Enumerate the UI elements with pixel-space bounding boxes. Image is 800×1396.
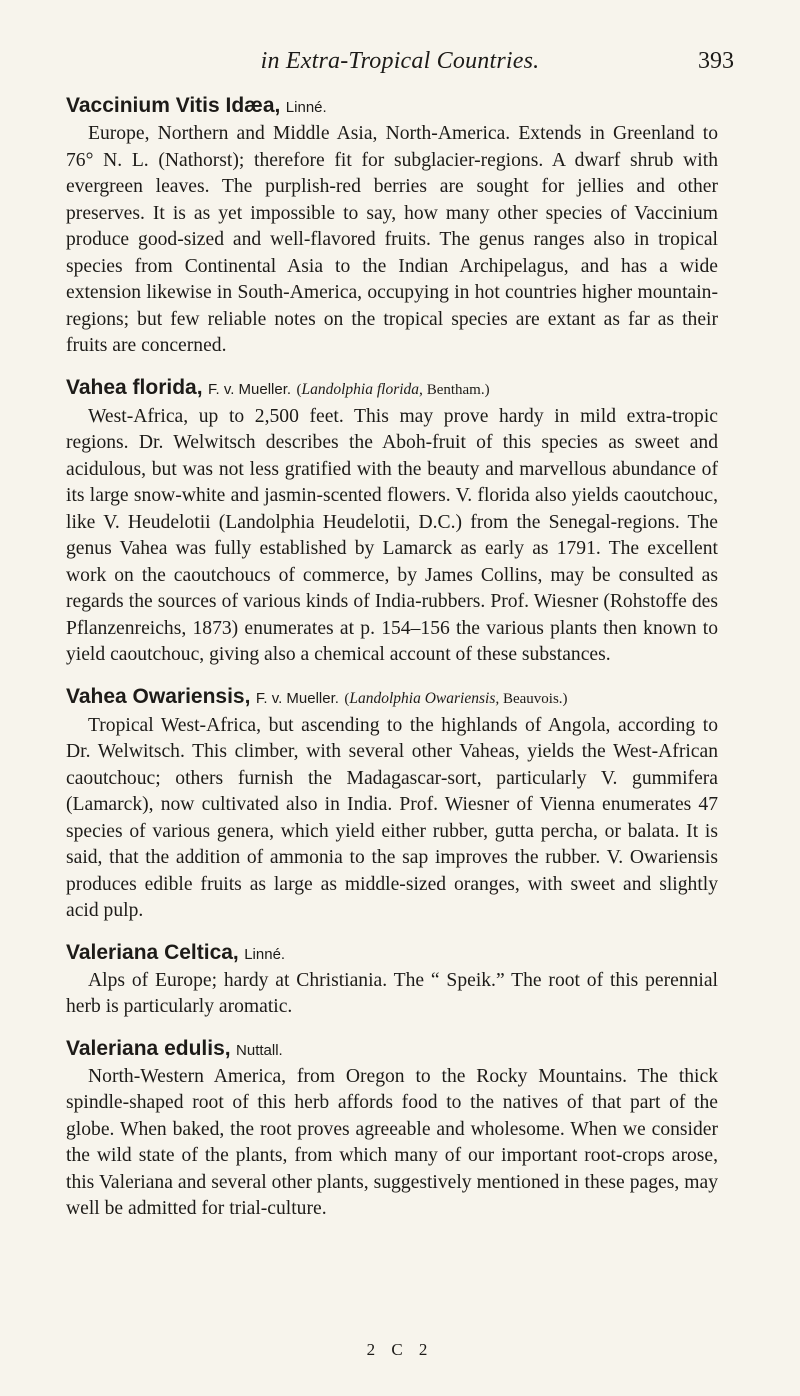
entry-description: North-Western America, from Oregon to the Rocky Mountains. The thick spindle-shaped root of this herb affords food to the natives of that part of the globe. When baked, the root proves agreeable and wholesome. When we consider the wild state of the plants, from which many of our important root-crops arose, this Valeriana and several other plants, suggestively mentioned in these pages, may well be admitted for trial-culture. [66, 1065, 718, 1219]
species-synonym [344, 691, 567, 707]
species-name: Vaccinium Vitis Idæa, [66, 94, 281, 117]
entry-vahea-florida [66, 374, 718, 669]
synonym-authority: Bentham.) [422, 381, 490, 398]
entry-valeriana-edulis [66, 1035, 718, 1223]
species-authority: F. v. Mueller. [255, 689, 339, 707]
running-title: in Extra-Tropical Countries. [260, 48, 540, 74]
species-authority: F. v. Mueller. [207, 380, 292, 398]
running-head [0, 48, 800, 82]
entry-heading [66, 374, 718, 404]
synonym-name: Landolphia Owariensis, [349, 689, 500, 707]
page-number: 393 [698, 48, 734, 74]
entry-vahea-owariensis [66, 683, 718, 925]
synonym-open: ( [296, 381, 302, 398]
entry-description: Tropical West-Africa, but ascending to the highlands of Angola, according to Dr. Welwitsch. This climber, with several other Vaheas, yields the West-African caoutchouc; others furnish the Madagascar-sort, particularly V. gummifera (Lamarck), now cultivated also in India. Prof. Wiesner of Vienna enumerates 47 species of various genera, which yield either rubber, gutta percha, or balata. It is said, that the addition of ammonia to the sap improves the rubber. V. Owariensis produces edible fruits as large as middle-sized oranges, with sweet and slightly acid pulp. [66, 714, 718, 921]
entry-vaccinium-vitis-idaea [66, 92, 718, 360]
entry-description: West-Africa, up to 2,500 feet. This may prove hardy in mild extra-tropic regions. Dr. Welwitsch describes the Aboh-fruit of this species as sweet and acidulous, but was not less gratified with the beauty and marvellous abundance of its large snow-white and jasmin-scented flowers. V. florida also yields caoutchouc, like V. Heudelotii (Landolphia Heudelotii, D.C.) from the Senegal-regions. The genus Vahea was fully established by Lamarck as early as 1791. The excellent work on the caoutchoucs of commerce, by James Collins, may be consulted as regards the sources of various kinds of India-rubbers. Prof. Wiesner (Rohstoffe des Pflanzenreichs, 1873) enumerates at p. 154–156 the various plants then known to yield caoutchouc, giving also a chemical account of these substances. [66, 405, 718, 665]
species-authority: Linné. [285, 99, 327, 116]
species-synonym [297, 382, 490, 398]
species-name: Valeriana Celtica, [66, 940, 239, 964]
signature-mark: 2 C 2 [366, 1340, 434, 1359]
species-name: Vahea florida, [66, 375, 203, 399]
entry-valeriana-celtica [66, 939, 718, 1021]
species-authority: Nuttall. [236, 1041, 283, 1059]
entry-description: Europe, Northern and Middle Asia, North-America. Extends in Greenland to 76° N. L. (Nathorst); therefore fit for subglacier-regions. A dwarf shrub with evergreen leaves. The purplish-red berries are sought for jellies and other preserves. It is as yet impossible to say, how many other species of Vaccinium produce good-sized and well-flavored fruits. The genus ranges also in tropical species from Continental Asia to the Indian Archipelagus, and has a wide extension likewise in South-America, occupying in hot countries higher mountain-regions; but few reliable notes on the tropical species are extant as far as their fruits are concerned. [66, 123, 718, 356]
synonym-authority: Beauvois.) [499, 690, 568, 707]
synonym-name: Landolphia florida, [301, 380, 423, 398]
entry-heading [66, 1035, 718, 1064]
species-name: Valeriana edulis, [66, 1036, 231, 1060]
entry-heading [66, 939, 718, 968]
species-authority: Linné. [244, 945, 286, 963]
synonym-open: ( [344, 690, 350, 707]
species-name: Vahea Owariensis, [66, 684, 251, 708]
entry-heading [66, 92, 718, 121]
entry-description: Alps of Europe; hardy at Christiania. The “ Speik.” The root of this perennial herb is particularly aromatic. [66, 969, 718, 1017]
page-body [66, 92, 718, 1237]
entry-heading [66, 683, 718, 713]
